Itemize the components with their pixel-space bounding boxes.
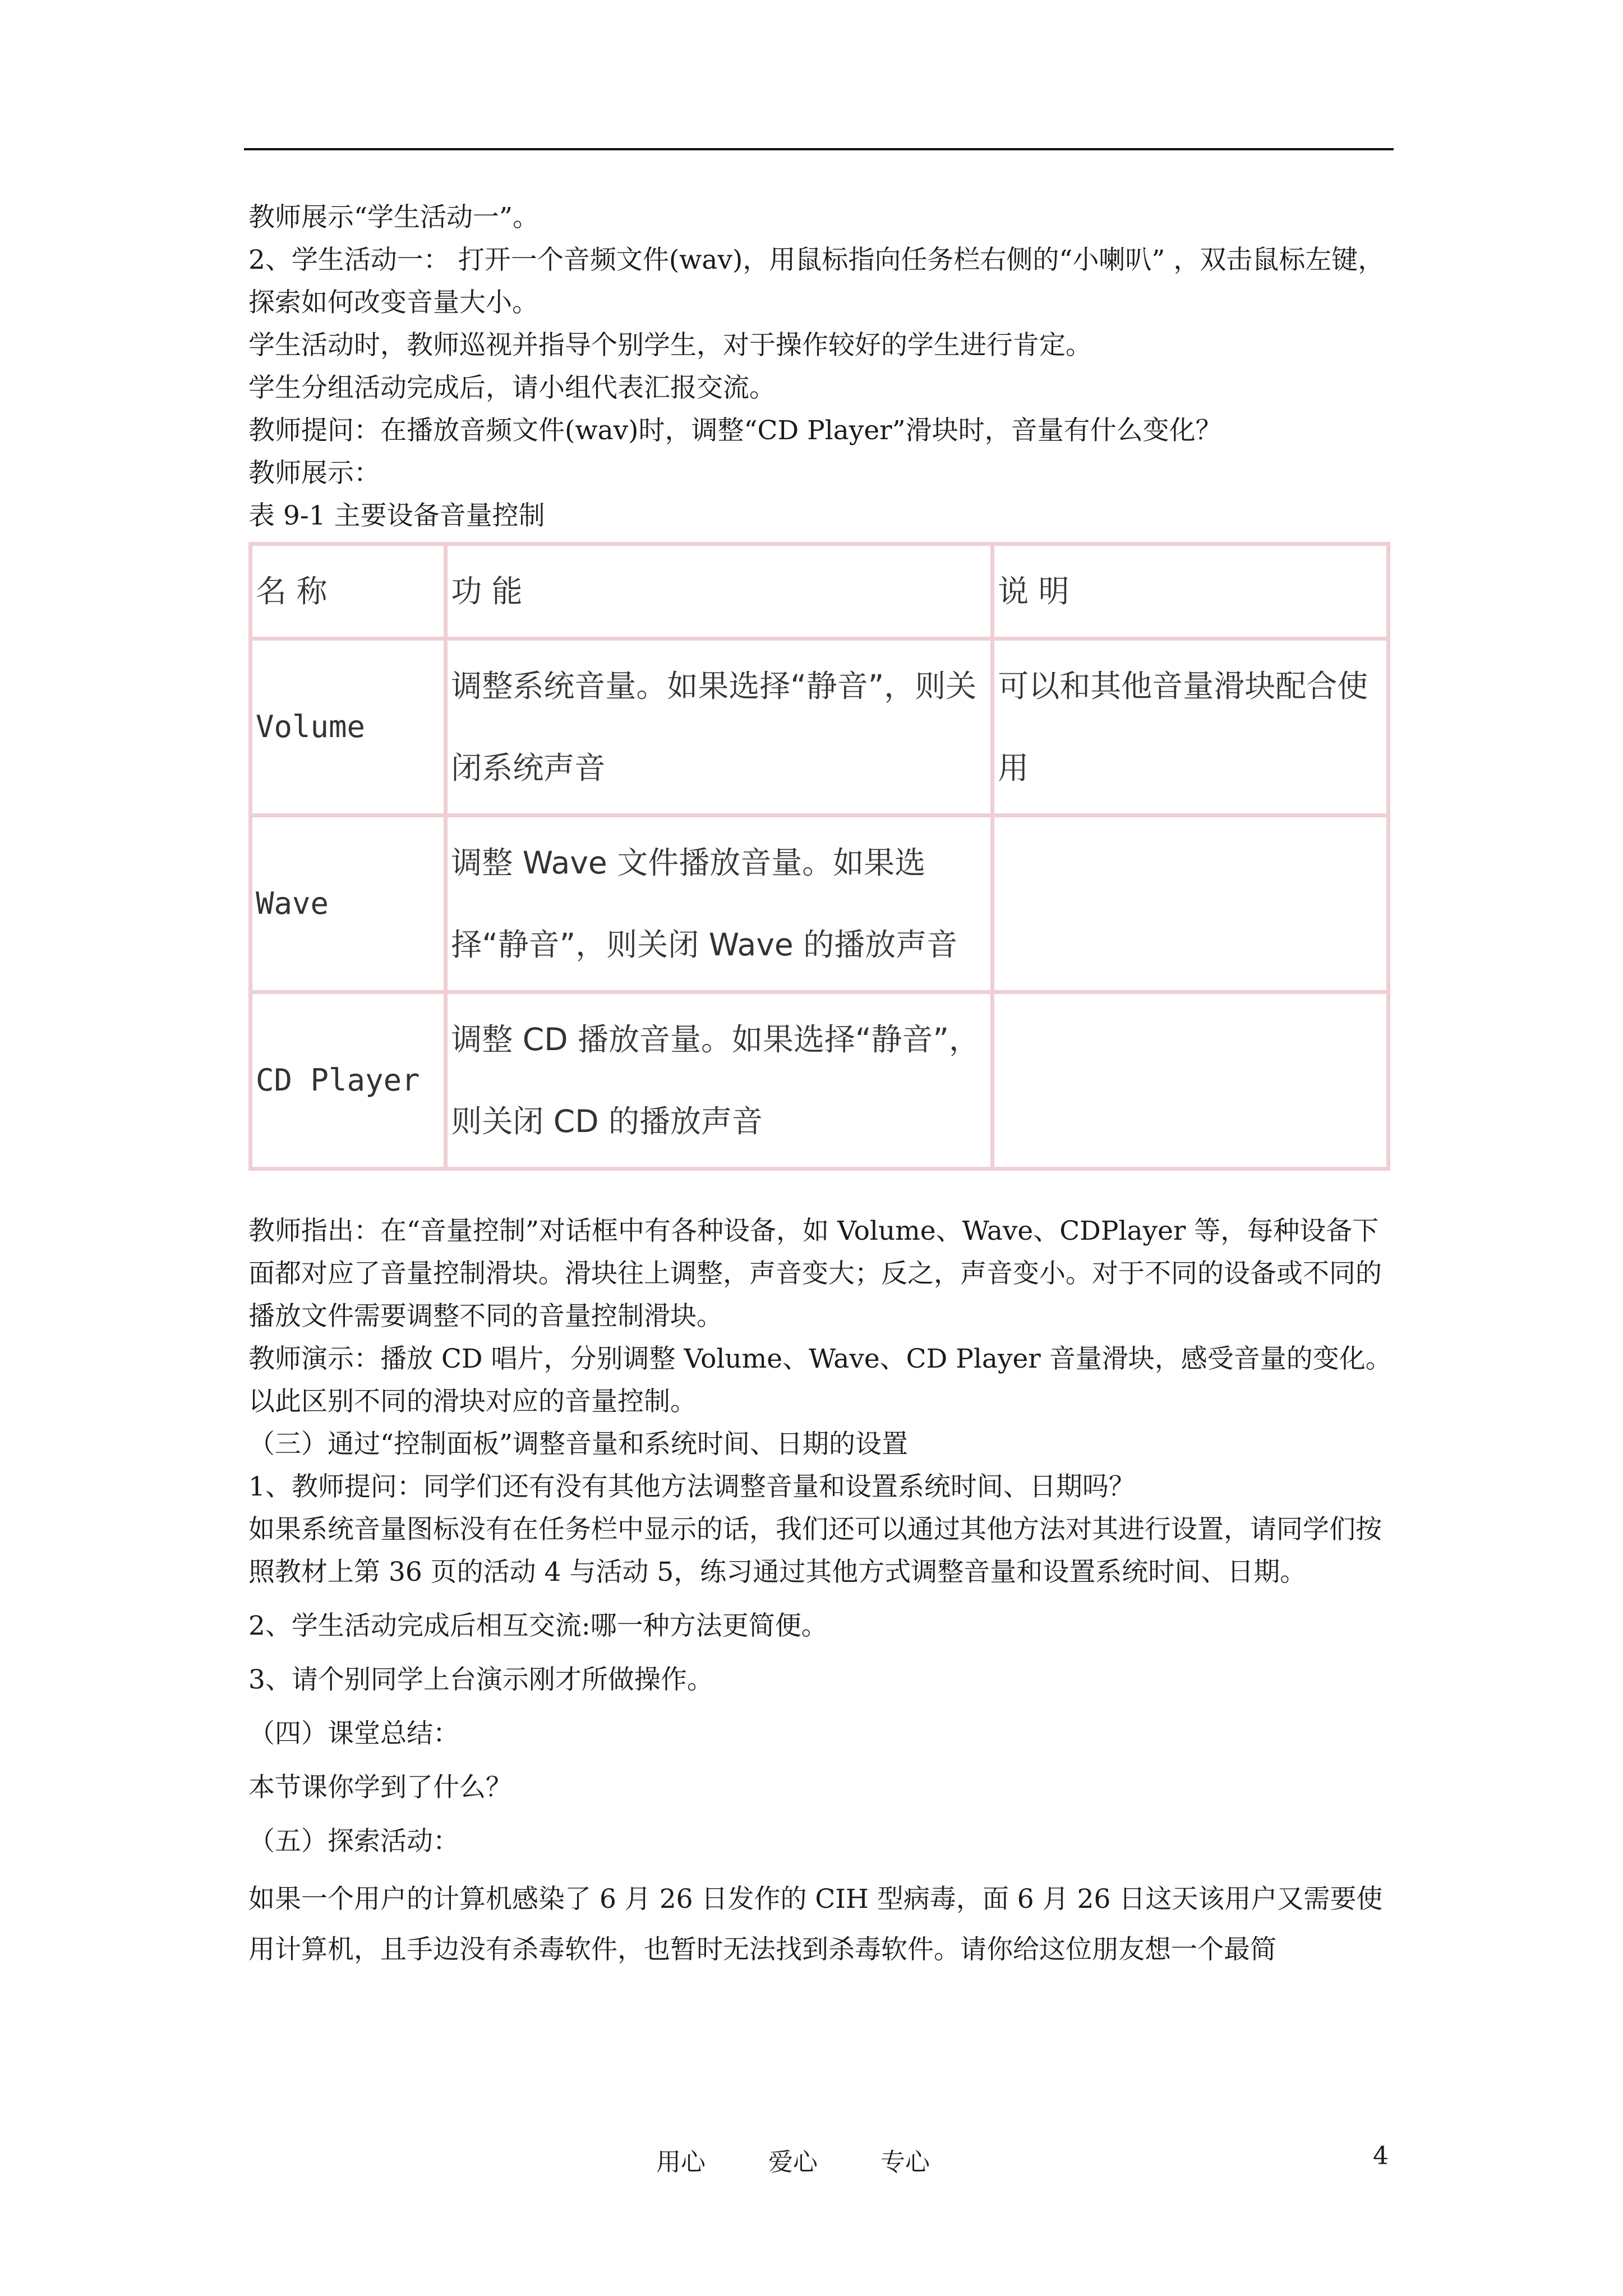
paragraph: 教师展示“学生活动一”。 <box>248 202 540 233</box>
paragraph: 2、学生活动一： 打开一个音频文件(wav)，用鼠标指向任务栏右侧的“小喇叭” ，双击鼠标左键，探索如何改变音量大小。 <box>248 245 1385 318</box>
device-name-cell: CD Player <box>251 992 446 1169</box>
footer-text: 爱心 <box>768 2148 818 2177</box>
table-caption: 表 9-1 主要设备音量控制 <box>248 500 545 531</box>
table-header-row <box>251 544 1389 639</box>
paragraph: 教师展示： <box>248 458 380 489</box>
device-name-cell: Volume <box>251 639 446 816</box>
device-function-cell: 调整系统音量。如果选择“静音”，则关闭系统声音 <box>446 639 993 816</box>
table-header-cell: 功 能 <box>446 544 993 639</box>
footer-text: 专心 <box>880 2148 930 2177</box>
table-row <box>251 816 1389 992</box>
paragraph: 如果系统音量图标没有在任务栏中显示的话，我们还可以通过其他方法对其进行设置，请同学们按照教材上第 36 页的活动 4 与活动 5，练习通过其他方式调整音量和设置系统时间、日期。 <box>248 1514 1382 1588</box>
section-heading: （四）课堂总结： <box>248 1718 459 1749</box>
device-note-cell: 可以和其他音量滑块配合使用 <box>993 639 1389 816</box>
paragraph: 1、教师提问：同学们还有没有其他方法调整音量和设置系统时间、日期吗？ <box>248 1471 1135 1502</box>
paragraph: 2、学生活动完成后相互交流:哪一种方法更简便。 <box>248 1611 828 1641</box>
device-volume-table <box>248 542 1390 1171</box>
table-row <box>251 992 1389 1169</box>
section-heading: （三）通过“控制面板”调整音量和系统时间、日期的设置 <box>248 1429 909 1460</box>
device-note-cell <box>993 992 1389 1169</box>
paragraph: 学生分组活动完成后，请小组代表汇报交流。 <box>248 372 776 403</box>
paragraph: 教师提问：在播放音频文件(wav)时，调整“CD Player”滑块时，音量有什么变化？ <box>248 415 1222 446</box>
device-note-cell <box>993 816 1389 992</box>
page-number: 4 <box>1373 2142 1389 2170</box>
table-row <box>251 639 1389 816</box>
paragraph: 教师指出：在“音量控制”对话框中有各种设备，如 Volume、Wave、CDPlayer 等，每种设备下面都对应了音量控制滑块。滑块往上调整，声音变大；反之，声音变小。对于不同的设备或不同的播放文件需要调整不同的音量控制滑块。 <box>248 1216 1382 1332</box>
device-function-cell: 调整 CD 播放音量。如果选择“静音”，则关闭 CD 的播放声音 <box>446 992 993 1169</box>
footer-text: 用心 <box>656 2148 706 2177</box>
paragraph: 3、请个别同学上台演示刚才所做操作。 <box>248 1664 713 1695</box>
paragraph: 如果一个用户的计算机感染了 6 月 26 日发作的 CIH 型病毒，面 6 月 26 日这天该用户又需要使用计算机，且手边没有杀毒软件，也暂时无法找到杀毒软件。请你给这位朋友想一个最简 <box>248 1884 1383 1965</box>
page-body <box>248 196 1404 1975</box>
table-header-cell: 说 明 <box>993 544 1389 639</box>
header-rule <box>244 148 1394 150</box>
paragraph: 教师演示：播放 CD 唱片，分别调整 Volume、Wave、CD Player 音量滑块，感受音量的变化。以此区别不同的滑块对应的音量控制。 <box>248 1343 1392 1417</box>
device-name-cell: Wave <box>251 816 446 992</box>
paragraph: 学生活动时，教师巡视并指导个别学生，对于操作较好的学生进行肯定。 <box>248 330 1092 361</box>
table-header-cell: 名 称 <box>251 544 446 639</box>
section-heading: （五）探索活动： <box>248 1826 459 1857</box>
paragraph: 本节课你学到了什么？ <box>248 1772 512 1803</box>
device-function-cell: 调整 Wave 文件播放音量。如果选择“静音”，则关闭 Wave 的播放声音 <box>446 816 993 992</box>
